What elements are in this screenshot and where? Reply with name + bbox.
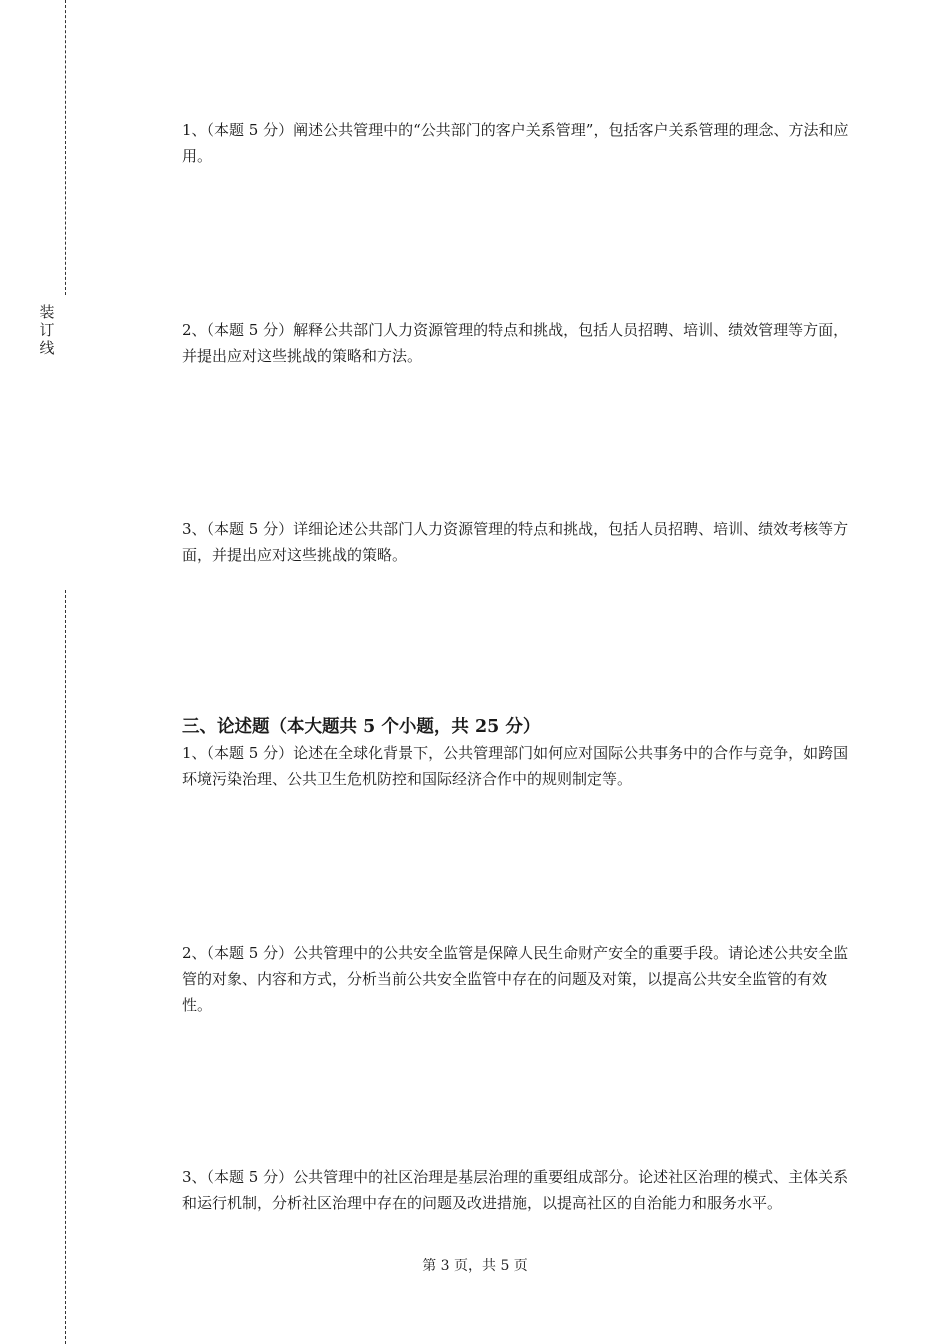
binding-line-top bbox=[65, 0, 66, 295]
page-number: 第 3 页，共 5 页 bbox=[422, 1258, 528, 1274]
question-3-2: 2、（本题 5 分）公共管理中的公共安全监管是保障人民生命财产安全的重要手段。请论述公共安全监管的对象、内容和方式，分析当前公共安全监管中存在的问题及对策，以提高公共安全监管的有效性。 bbox=[182, 944, 849, 1014]
binding-label-char: 装 bbox=[39, 303, 55, 321]
question-3-1: 1、（本题 5 分）论述在全球化背景下，公共管理部门如何应对国际公共事务中的合作与竞争，如跨国环境污染治理、公共卫生危机防控和国际经济合作中的规则制定等。 bbox=[182, 744, 849, 788]
question-2-1: 1、（本题 5 分）阐述公共管理中的“公共部门的客户关系管理”，包括客户关系管理的理念、方法和应用。 bbox=[182, 121, 849, 165]
binding-line-bottom bbox=[65, 590, 66, 1344]
question-3-3: 3、（本题 5 分）公共管理中的社区治理是基层治理的重要组成部分。论述社区治理的模式、主体关系和运行机制，分析社区治理中存在的问题及改进措施，以提高社区的自治能力和服务水平。 bbox=[182, 1168, 849, 1212]
binding-label-char: 线 bbox=[39, 339, 55, 357]
question-2-3: 3、（本题 5 分）详细论述公共部门人力资源管理的特点和挑战，包括人员招聘、培训、绩效考核等方面，并提出应对这些挑战的策略。 bbox=[182, 520, 849, 564]
question-2-2: 2、（本题 5 分）解释公共部门人力资源管理的特点和挑战，包括人员招聘、培训、绩效管理等方面，并提出应对这些挑战的策略和方法。 bbox=[182, 321, 849, 365]
section-title-essay: 三、论述题（本大题共 5 个小题，共 25 分） bbox=[182, 717, 541, 737]
binding-label-char: 订 bbox=[39, 321, 55, 339]
binding-line-label bbox=[37, 303, 57, 357]
